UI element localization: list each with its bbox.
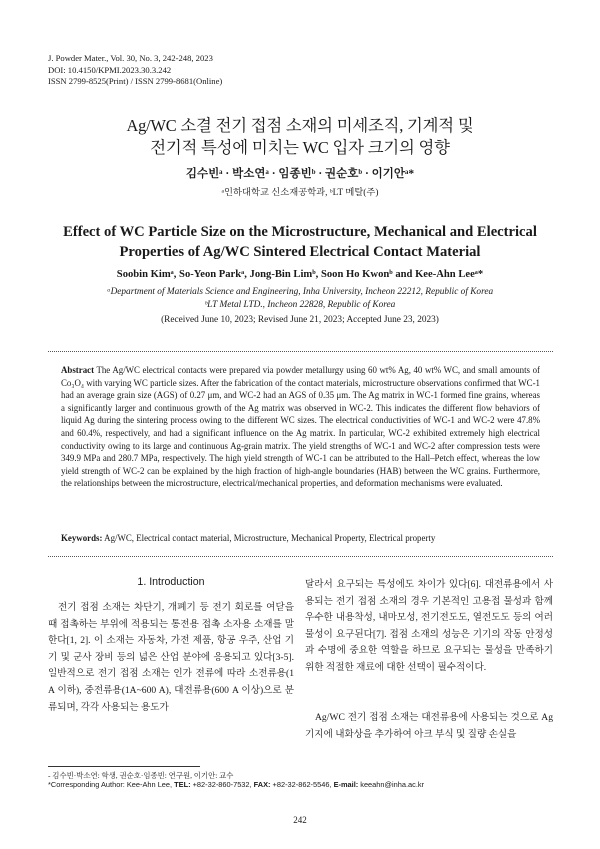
journal-doi[interactable]: DOI: 10.4150/KPMI.2023.30.3.242 bbox=[48, 64, 172, 75]
fax-number: +82-32-862-5546, bbox=[270, 780, 334, 789]
journal-citation: J. Powder Mater., Vol. 30, No. 3, 242-248, 2023 bbox=[48, 53, 213, 63]
abstract bbox=[61, 364, 540, 490]
intro-right-paragraph-2: Ag/WC 전기 접점 소재는 대전류용에 사용되는 것으로 Ag 기지에 내화상을 추가하여 아크 부식 및 질량 손실을 bbox=[305, 712, 553, 740]
email-address[interactable]: keeahn@inha.ac.kr bbox=[358, 780, 425, 789]
divider-bottom bbox=[48, 556, 553, 557]
korean-title-line2: 전기적 특성에 미치는 WC 입자 크기의 영향 bbox=[150, 138, 450, 157]
keywords-label: Keywords: bbox=[61, 533, 103, 543]
keywords-text: Ag/WC, Electrical contact material, Microstructure, Mechanical Property, Electrical property bbox=[104, 533, 436, 543]
korean-title bbox=[40, 115, 560, 159]
english-affiliation bbox=[40, 286, 560, 311]
corresponding-prefix: *Corresponding Author: Kee-Ahn Lee, bbox=[48, 780, 175, 789]
footnote-corresponding-author bbox=[48, 780, 424, 789]
korean-authors: 김수빈ᵃ · 박소연ᵃ · 임종빈ᵇ · 권순호ᵇ · 이기안ᵃ* bbox=[185, 168, 415, 180]
tel-number: +82-32-860-7532, bbox=[190, 780, 254, 789]
footnote-author-roles: - 김수빈·박소연: 학생, 권순호·임종빈: 연구원, 이기안: 교수 bbox=[48, 771, 234, 780]
divider-top bbox=[48, 351, 553, 352]
footnote-rule bbox=[48, 766, 200, 767]
email-label: E-mail: bbox=[333, 780, 359, 789]
abstract-text: The Ag/WC electrical contacts were prepared via powder metallurgy using 60 wt% Ag, 40 wt% WC, and small amounts of Co₃O₄ with varying WC particle sizes. After the fabrication of the contact materials, microstructure observations confirmed that WC-1 had an average grain size (AGS) of 0.27 μm, and WC-2 had an AGS of 0.35 μm. The Ag matrix in WC-1 formed fine grains, whereas a significantly larger and continuous growth of the Ag matrix was observed in WC-2. This indicates the different flow behaviors of liquid Ag during the sintering process owing to the different WC sizes. The electrical conductivities of WC-1 and WC-2 were 47.8% and 60.4%, respectively, and had a significant influence on the Ag matrix. In particular, WC-2 exhibited extremely high electrical conductivity owing to its large and continuous Ag-grain matrix. The yield strengths of WC-1 and WC-2 after compression tests were 349.9 MPa and 280.7 MPa, respectively. The high yield strength of WC-1 can be attributed to the Hall–Petch effect, whereas the low yield strength of WC-2 can be explained by the high fraction of high-angle boundaries (HAB) between the WC grains. Furthermore, the relationships between the microstructure, electrical/mechanical properties, and deformation mechanisms were evaluated. bbox=[61, 365, 540, 489]
journal-info bbox=[48, 53, 222, 88]
korean-affiliation: ᵃ인하대학교 신소재공학과, ᵇLT 메탈(주) bbox=[221, 188, 379, 198]
tel-label: TEL: bbox=[174, 780, 191, 789]
english-title bbox=[40, 222, 560, 262]
english-authors: Soobin Kimᵃ, So-Yeon Parkᵃ, Jong-Bin Limᵇ, Soon Ho Kwonᵇ and Kee-Ahn Leeᵃ* bbox=[116, 269, 484, 280]
fax-label: FAX: bbox=[253, 780, 271, 789]
intro-left-paragraph: 전기 접점 소재는 차단기, 개폐기 등 전기 회로를 여닫을 때 접촉하는 부위에 적용되는 통전용 접촉 소자용 소재를 말한다[1, 2]. 이 소재는 자동차, 가전 제품, 항공 우주, 산업 기기 및 군사 장비 등의 넓은 산업 분야에 응용되고 있다[3-5]. 일반적으로 전기 접점 소재는 인가 전류에 따라 소전류용(1 A 이하), 중전류용(1A~600 A), 대전류용(600 A 이상)으로 분류되며, 각각 사용되는 용도가 bbox=[48, 602, 294, 713]
journal-issn: ISSN 2799-8525(Print) / ISSN 2799-8681(Online) bbox=[48, 76, 223, 87]
page-number: 242 bbox=[293, 815, 307, 825]
intro-right-paragraph-1: 달라서 요구되는 특성에도 차이가 있다[6]. 대전류용에서 사용되는 전기 접점 소재의 경우 기본적인 고용접 물성과 함께 우수한 내용착성, 내마모성, 전기전도도, 열전도도 등의 여러 물성이 요구된다[7]. 접점 소재의 성능은 기기의 작동 안정성과 수명에 중요한 역할을 하므로 요구되는 물성을 만족하기 위한 적절한 재료에 대한 선택이 필수적이다. bbox=[305, 579, 553, 673]
affiliation-a: ᵃDepartment of Materials Science and Engineering, Inha University, Incheon 22212, Republic of Korea bbox=[106, 287, 494, 297]
section-heading-introduction: 1. Introduction bbox=[137, 576, 205, 588]
korean-title-line1: Ag/WC 소결 전기 접점 소재의 미세조직, 기계적 및 bbox=[126, 116, 474, 135]
abstract-label: Abstract bbox=[61, 365, 95, 375]
keywords bbox=[61, 533, 540, 543]
english-title-line1: Effect of WC Particle Size on the Microstructure, Mechanical and Electrical bbox=[63, 224, 537, 240]
affiliation-b: ᵇLT Metal LTD., Incheon 22828, Republic of Korea bbox=[204, 299, 396, 310]
english-title-line2: Properties of Ag/WC Sintered Electrical Contact Material bbox=[119, 244, 481, 260]
received-dates: (Received June 10, 2023; Revised June 21, 2023; Accepted June 23, 2023) bbox=[161, 315, 439, 325]
